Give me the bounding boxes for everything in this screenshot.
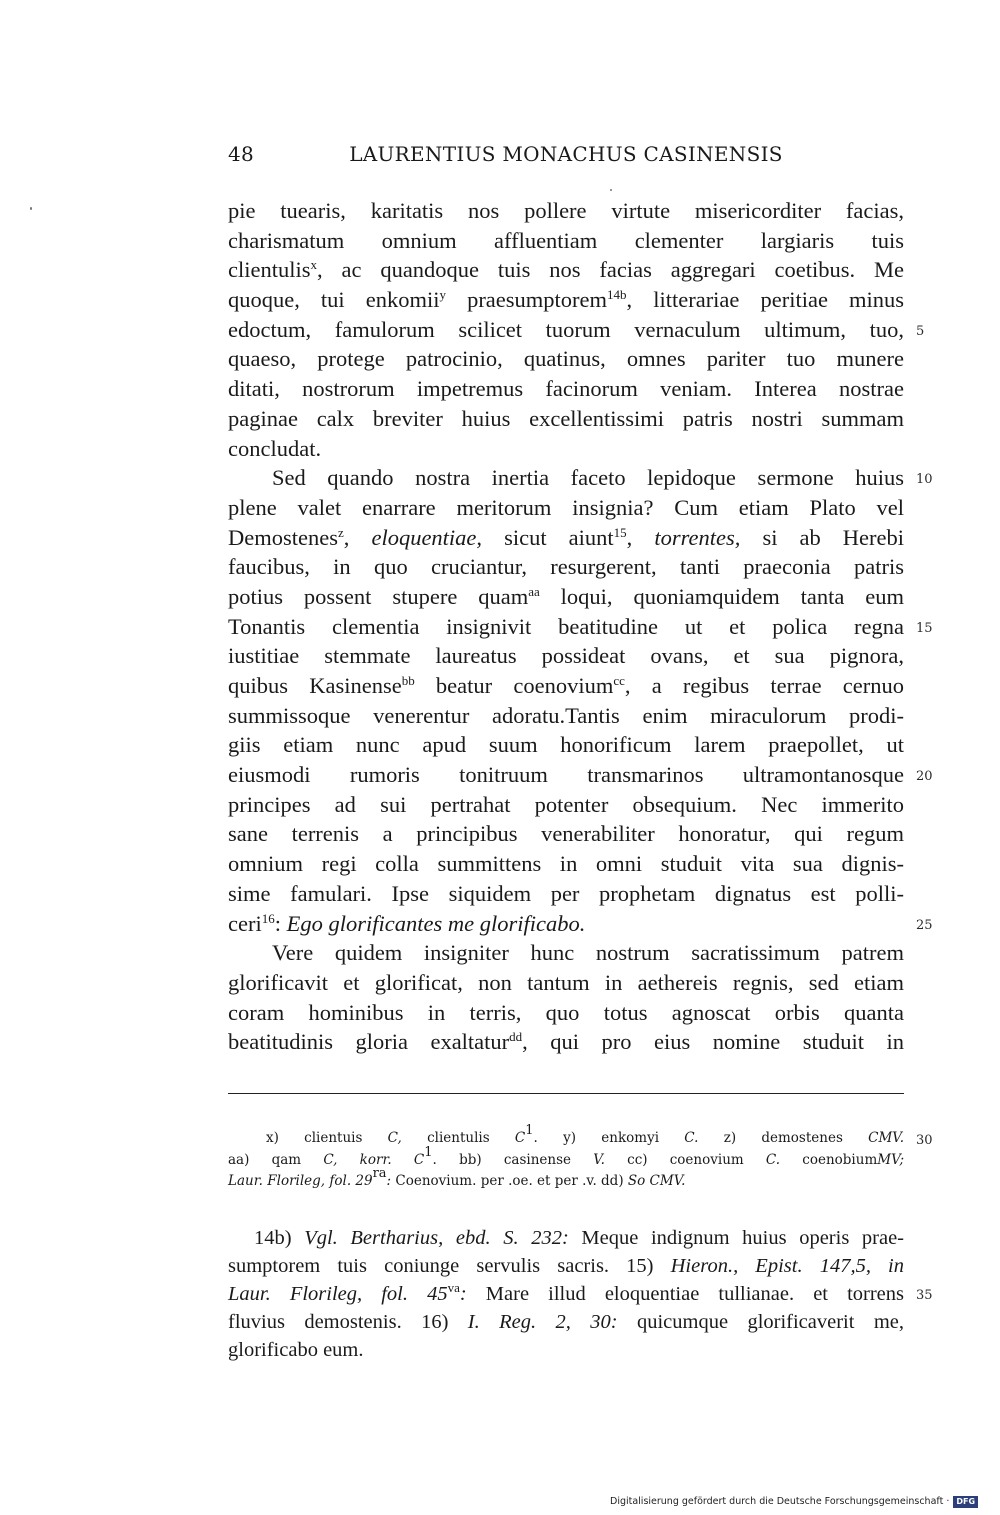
italic-text: : xyxy=(459,1283,467,1305)
scan-speck xyxy=(610,189,612,191)
text-run: clientulis xyxy=(401,1130,515,1146)
main-text-line xyxy=(228,701,904,731)
main-text-line xyxy=(228,315,904,345)
credit-text: Digitalisierung gefördert durch die Deutsche Forschungsgemeinschaft · xyxy=(610,1496,950,1507)
main-text-line xyxy=(228,1027,904,1057)
main-text-line xyxy=(228,909,904,939)
main-text-line xyxy=(228,998,904,1028)
italic-text: C, xyxy=(387,1130,402,1146)
main-text-line xyxy=(228,493,904,523)
italic-text: MV; xyxy=(877,1151,905,1168)
line-number: 20 xyxy=(916,769,933,785)
text-run: potius possent stupere quam xyxy=(228,583,529,609)
text-run: charismatum omnium affluentiam clementer largiaris tuis xyxy=(228,227,904,253)
text-run: fluvius demostenis. 16) xyxy=(228,1311,468,1333)
main-text-line xyxy=(228,968,904,998)
text-run: beatitudinis gloria exaltatur xyxy=(228,1029,510,1055)
note-marker: aa xyxy=(528,583,540,599)
note-marker: 14b xyxy=(607,287,627,303)
text-run: iustitiae stemmate laureatus possideat ovans, et sua pignora, xyxy=(228,643,904,669)
scan-speck xyxy=(30,207,32,210)
text-run: si ab Herebi xyxy=(740,524,905,550)
italic-text: Ego glorificantes me glorificabo. xyxy=(286,910,586,936)
main-text-line xyxy=(228,819,904,849)
text-run: , litterariae peritiae minus xyxy=(626,287,905,313)
text-run: 14b) xyxy=(254,1227,305,1249)
text-run: beatur coenovium xyxy=(414,673,614,698)
text-run: . bb) casinense xyxy=(432,1151,594,1168)
main-text-line xyxy=(228,849,904,879)
source-notes xyxy=(228,1224,904,1364)
text-run: , a regibus terrae cernuo xyxy=(624,673,904,698)
italic-text: I. Reg. 2, 30: xyxy=(467,1311,618,1333)
line-number: 25 xyxy=(916,917,933,933)
digitization-credit xyxy=(610,1496,978,1508)
main-text-line xyxy=(228,730,904,760)
text-run: Meque indignum huius operis prae- xyxy=(568,1227,905,1249)
main-text-line xyxy=(228,196,904,226)
text-run: glorificavit et glorificat, non tantum in aethereis regnis, sed etiam xyxy=(228,969,904,995)
text-run: eiusmodi rumoris tonitruum transmarinos ultramontanosque xyxy=(228,762,904,788)
note-marker: dd xyxy=(509,1029,523,1045)
footnote-separator-rule xyxy=(228,1093,904,1094)
note-marker: 16 xyxy=(261,910,275,926)
italic-text: C xyxy=(514,1130,526,1146)
note-marker: 1 xyxy=(525,1123,534,1138)
text-run: , xyxy=(343,524,372,550)
main-text-line xyxy=(228,938,904,968)
line-number: 10 xyxy=(916,472,933,488)
note-line xyxy=(228,1308,904,1336)
main-text-line xyxy=(228,434,904,464)
line-number: 5 xyxy=(916,323,925,339)
text-run: , ac quandoque tuis nos facias aggregari coetibus. Me xyxy=(317,257,904,283)
text-run: quaeso, protege patrocinio, quatinus, omnes pariter tuo munere xyxy=(228,346,904,372)
note-marker: va xyxy=(447,1280,460,1295)
italic-text: Laur. Florileg, fol. 29 xyxy=(228,1173,373,1189)
dfg-logo-icon: DFG xyxy=(953,1496,978,1508)
text-run: sumptorem tuis coniunge servulis sacris. 15) xyxy=(228,1255,671,1277)
main-text-line xyxy=(228,641,904,671)
text-run: principes ad sui pertrahat potenter obsequium. Nec immerito xyxy=(228,791,904,817)
main-text-line xyxy=(228,582,904,612)
text-run: glorificabo eum. xyxy=(228,1339,364,1361)
italic-text: So CMV. xyxy=(627,1173,686,1189)
page-number: 48 xyxy=(228,142,255,166)
note-marker: 1 xyxy=(424,1144,433,1160)
italic-text: C, korr. C xyxy=(323,1151,425,1168)
note-line xyxy=(228,1280,904,1308)
main-text-line xyxy=(228,612,904,642)
note-marker: z xyxy=(337,524,344,540)
line-number: 35 xyxy=(916,1288,933,1303)
note-marker: x xyxy=(310,257,317,273)
main-text-line xyxy=(228,344,904,374)
italic-text: Hieron., Epist. 147,5, in xyxy=(670,1255,905,1277)
text-run: Mare illud eloquentiae tullianae. et torrens xyxy=(466,1283,905,1305)
note-marker: cc xyxy=(613,673,625,688)
running-header xyxy=(228,142,904,176)
text-run: sane terrenis a principibus venerabiliter honoratur, qui regum xyxy=(228,821,904,847)
apparatus-line xyxy=(228,1166,904,1193)
note-marker: 15 xyxy=(613,524,627,540)
text-run: clientulis xyxy=(228,257,311,283)
note-marker: ra xyxy=(372,1166,387,1181)
text-run: Vere quidem insigniter hunc nostrum sacratissimum patrem xyxy=(272,940,904,966)
text-run: plene valet enarrare meritorum insignia? Cum etiam Plato vel xyxy=(228,494,904,520)
text-run: coram hominibus in terris, quo totus agnoscat orbis quanta xyxy=(228,999,904,1025)
text-run: pie tuearis, karitatis nos pollere virtute misericorditer facias, xyxy=(228,198,904,223)
main-text-line xyxy=(228,255,904,285)
italic-text: Laur. Florileg, fol. 45 xyxy=(228,1283,448,1305)
text-run: Tonantis clementia insignivit beatitudine ut et polica regna xyxy=(228,613,904,639)
apparatus-line xyxy=(228,1144,905,1172)
text-run: Sed quando nostra inertia faceto lepidoque sermone huius xyxy=(272,465,904,491)
text-run: ceri xyxy=(228,910,262,936)
text-run: ditati, nostrorum impetremus facinorum veniam. Interea nostrae xyxy=(228,376,904,402)
apparatus-line xyxy=(228,1123,904,1150)
line-number: 15 xyxy=(916,620,933,636)
text-run: : xyxy=(274,910,287,936)
main-text-line xyxy=(228,374,904,404)
running-title: LAURENTIUS MONACHUS CASINENSIS xyxy=(349,142,783,166)
text-run: sime famulari. Ipse siquidem per prophetam dignatus est polli- xyxy=(228,880,904,906)
text-run: concludat. xyxy=(228,435,322,461)
note-marker: bb xyxy=(401,673,415,688)
main-text-line xyxy=(228,671,904,701)
main-text-line xyxy=(228,523,904,553)
text-run: omnium regi colla summittens in omni studuit vita sua dignis- xyxy=(228,851,904,877)
italic-text: V. xyxy=(593,1151,605,1168)
main-text xyxy=(228,196,904,1057)
text-run: edoctum, famulorum scilicet tuorum vernaculum ultimum, tuo, xyxy=(228,316,904,342)
text-run: paginae calx breviter huius excellentissimi patris nostri summam xyxy=(228,405,904,431)
main-text-line xyxy=(228,404,904,434)
main-text-line xyxy=(228,285,904,315)
text-run: cc) coenovium xyxy=(604,1151,766,1168)
note-line xyxy=(228,1224,904,1252)
main-text-line xyxy=(228,463,904,493)
text-run: aa) qam xyxy=(228,1151,324,1168)
line-number: 30 xyxy=(916,1132,933,1148)
italic-text: C. xyxy=(765,1151,781,1168)
text-run: quibus Kasinense xyxy=(228,673,402,698)
text-run: summissoque venerentur adoratu.Tantis enim miraculorum prodi- xyxy=(228,702,904,728)
italic-text: Vgl. Bertharius, ebd. S. 232: xyxy=(304,1227,569,1249)
text-run: . y) enkomyi xyxy=(533,1130,685,1146)
italic-text: C. xyxy=(684,1130,699,1146)
text-run: , xyxy=(626,524,655,550)
text-run: loqui, quoniamquidem tanta eum xyxy=(539,583,904,609)
text-run: sicut aiunt xyxy=(482,524,614,550)
note-marker: y xyxy=(439,287,446,303)
italic-text: eloquentiae, xyxy=(371,524,483,550)
note-line xyxy=(228,1252,904,1280)
main-text-line xyxy=(228,879,904,909)
italic-text: : xyxy=(386,1173,392,1189)
text-run: coenobium xyxy=(780,1151,878,1168)
text-run: quicumque glorificaverit me, xyxy=(617,1311,905,1333)
text-run: giis etiam nunc apud suum honorificum larem praepollet, ut xyxy=(228,732,904,758)
text-run: Coenovium. per .oe. et per .v. dd) xyxy=(391,1173,628,1189)
main-text-line xyxy=(228,226,904,256)
text-run: x) clientuis xyxy=(266,1130,388,1146)
text-run: faucibus, in quo cruciantur, resurgerent, tanti praeconia patris xyxy=(228,554,904,580)
main-text-line xyxy=(228,760,904,790)
critical-apparatus xyxy=(228,1123,905,1193)
text-run: z) demostenes xyxy=(698,1130,869,1146)
main-text-line xyxy=(228,790,904,820)
text-run: , qui pro eius nomine studuit in xyxy=(522,1029,904,1055)
text-run: Demostenes xyxy=(228,524,338,550)
main-text-line xyxy=(228,552,904,582)
text-run: quoque, tui enkomii xyxy=(228,287,440,313)
italic-text: CMV. xyxy=(868,1130,904,1146)
italic-text: torrentes, xyxy=(654,524,741,550)
text-run: praesumptorem xyxy=(446,287,608,313)
note-line xyxy=(228,1336,904,1364)
